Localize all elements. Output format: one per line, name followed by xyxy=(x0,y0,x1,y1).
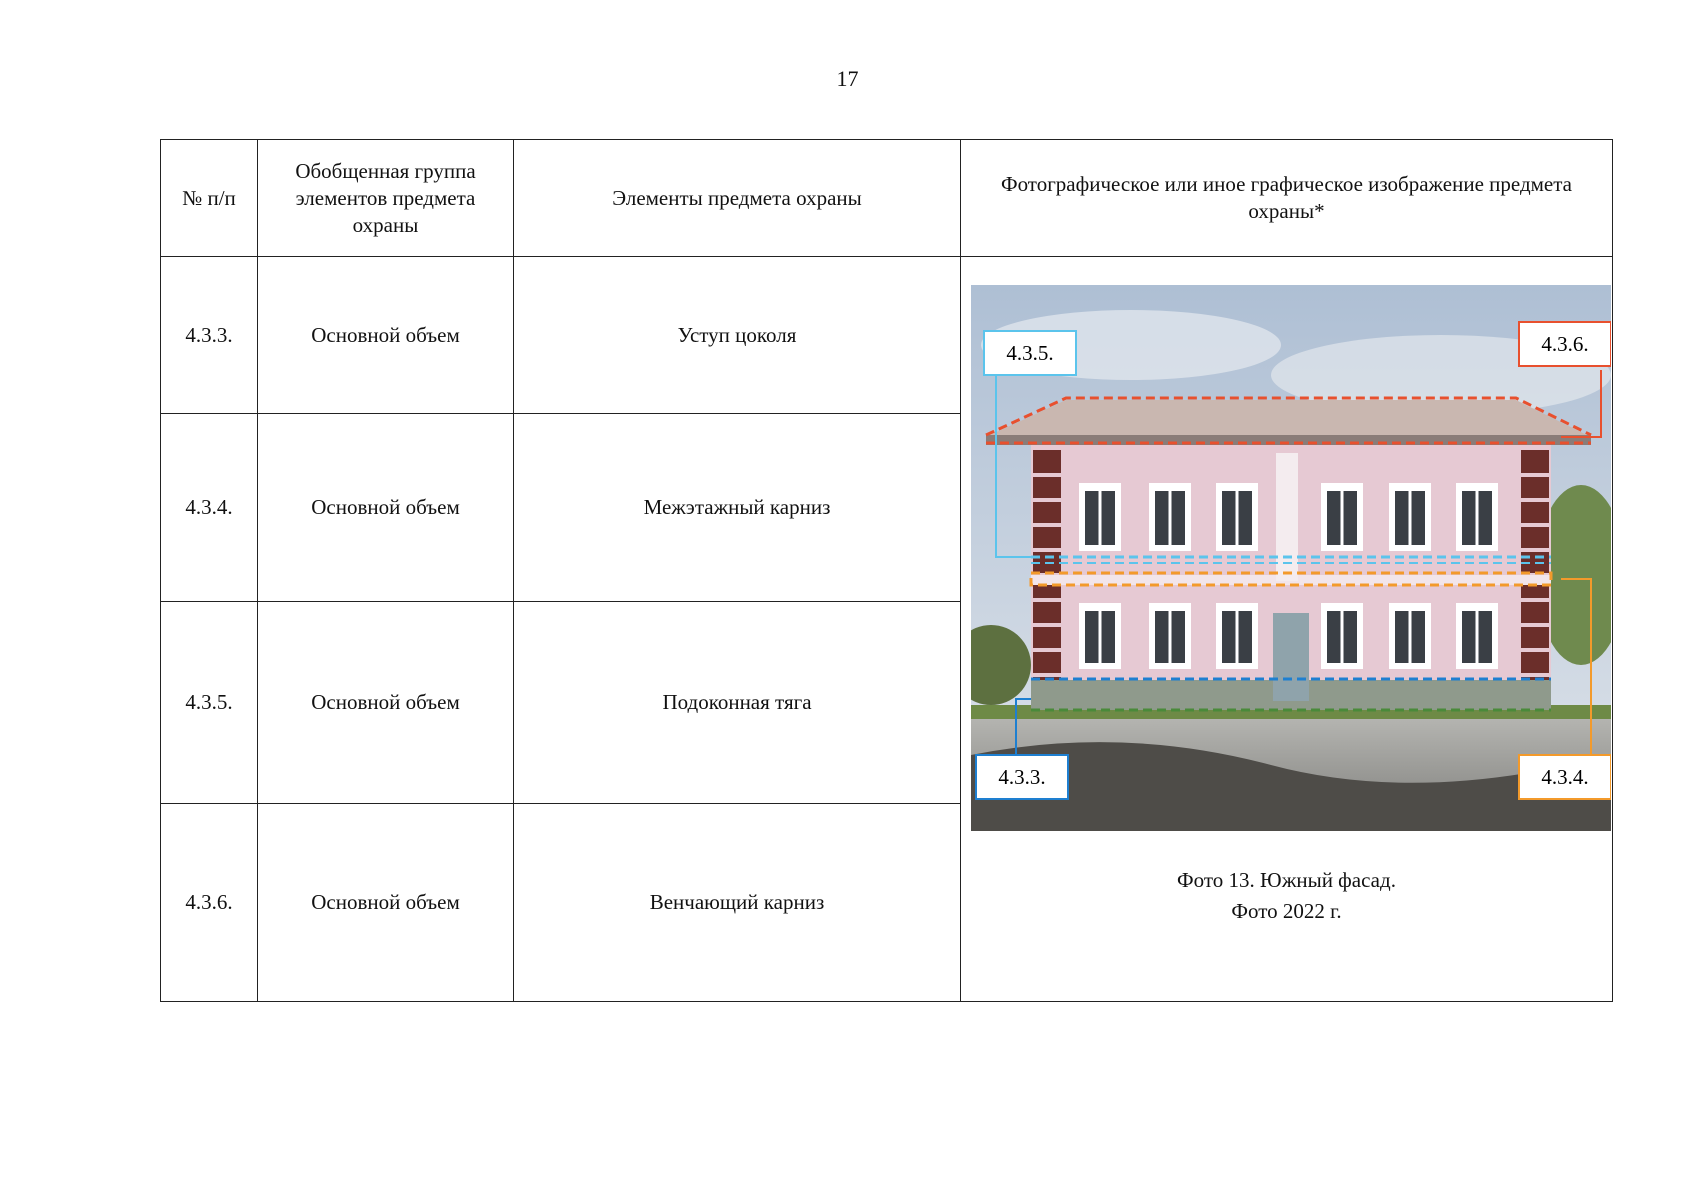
caption-line-2: Фото 2022 г. xyxy=(1231,899,1342,923)
photo-cell xyxy=(961,257,1613,1002)
label-4-3-3: 4.3.3. xyxy=(998,765,1046,789)
label-4-3-4: 4.3.4. xyxy=(1541,765,1589,789)
header-group: Обобщенная группа элементов предмета охраны xyxy=(258,140,514,257)
table-header-row xyxy=(161,140,1613,257)
row-group: Основной объем xyxy=(258,257,514,414)
row-num: 4.3.6. xyxy=(161,804,258,1002)
table-row xyxy=(161,257,1613,414)
facade-photo-image xyxy=(971,285,1611,831)
row-group: Основной объем xyxy=(258,804,514,1002)
row-element: Венчающий карниз xyxy=(514,804,961,1002)
row-group: Основной объем xyxy=(258,602,514,804)
header-num: № п/п xyxy=(161,140,258,257)
label-4-3-5: 4.3.5. xyxy=(1006,341,1054,365)
page-number: 17 xyxy=(836,66,859,91)
header-elements: Элементы предмета охраны xyxy=(514,140,961,257)
protection-subject-table xyxy=(160,139,1613,1002)
row-element: Подоконная тяга xyxy=(514,602,961,804)
photo-caption xyxy=(961,865,1612,927)
facade-photo xyxy=(971,285,1611,831)
row-element: Уступ цоколя xyxy=(514,257,961,414)
row-group: Основной объем xyxy=(258,414,514,602)
row-num: 4.3.4. xyxy=(161,414,258,602)
row-element: Межэтажный карниз xyxy=(514,414,961,602)
row-num: 4.3.5. xyxy=(161,602,258,804)
row-num: 4.3.3. xyxy=(161,257,258,414)
label-4-3-6: 4.3.6. xyxy=(1541,332,1589,356)
caption-line-1: Фото 13. Южный фасад. xyxy=(1177,868,1396,892)
header-image: Фотографическое или иное графическое изображение предмета охраны* xyxy=(961,140,1613,257)
